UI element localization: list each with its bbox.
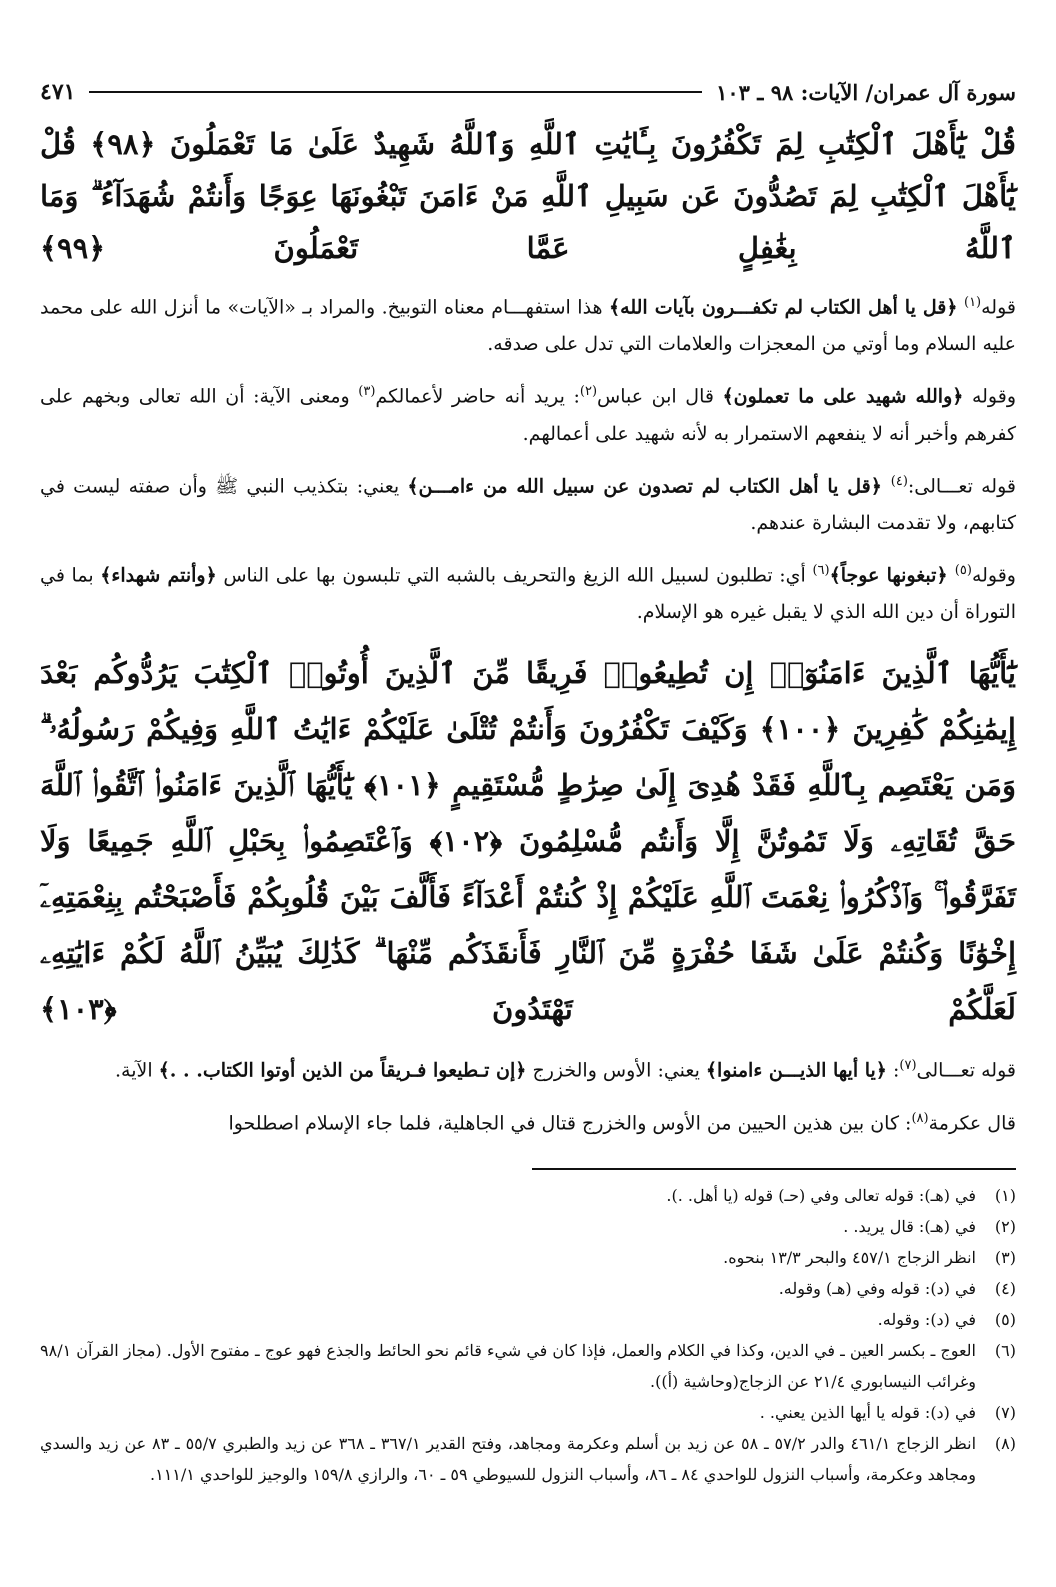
footnote-ref: (٣) xyxy=(358,384,376,400)
footnote-item xyxy=(40,1428,1016,1490)
footnote-number: (٢) xyxy=(994,1216,1016,1236)
footnote-ref: (٤) xyxy=(890,473,908,489)
footnote-number: (٨) xyxy=(994,1433,1016,1453)
footnotes-section xyxy=(40,1168,1016,1490)
footnote-ref: (١) xyxy=(963,295,982,310)
footnote-item xyxy=(40,1242,1016,1273)
footnote-text: في (هـ): قوله تعالى وفي (حـ) قوله (يا أهل. .). xyxy=(666,1185,976,1205)
commentary-paragraph: قوله$^{(١)}$ ﴿قل يا أهل الكتاب لم تكفـــرون بآيات الله﴾ هذا استفهـــام معناه التوبيخ. والمراد بـ «الآيات» ما أنزل الله على محمد عليه السلام وما أوتي من المعجزات والعلامات التي تدل على صدقه. xyxy=(40,295,1016,356)
footnote-item xyxy=(40,1304,1016,1335)
footnote-number: (٦) xyxy=(994,1340,1016,1360)
page-number: ٤٧١ xyxy=(40,79,76,105)
footnote-number: (٣) xyxy=(994,1247,1016,1267)
commentary-paragraph: وقوله ﴿والله شهيد على ما تعملون﴾ قال ابن عباس$^{(٢)}$: يريد أنه حاضر لأعمالكم$^{(٣)}$ ومعنى الآية: أن الله تعالى وبخهم على كفرهم وأخبر أنه لا ينفعهم الاستمرار به لأنه شهيد على أعمالهم. xyxy=(40,384,1016,445)
footnote-text: في (د): قوله وفي (هـ) وقوله. xyxy=(778,1278,976,1298)
footnote-text: انظر الزجاج ٤٥٧/١ والبحر ١٣/٣ بنحوه. xyxy=(723,1247,976,1267)
quoted-verse: ﴿إن تـطيعوا فـريقاً من الذين أوتوا الكتاب. . .﴾ xyxy=(158,1059,527,1082)
commentary-paragraph: قال عكرمة$^{(٨)}$: كان بين هذين الحيين من الأوس والخزرج قتال في الجاهلية، فلما جاء الإسلام اصطلحوا xyxy=(228,1110,1016,1134)
footnote-ref: (٧) xyxy=(899,1058,917,1074)
footnote-divider xyxy=(532,1168,1016,1170)
surah-title: سورة آل عمران/ الآيات: ٩٨ ـ ١٠٣ xyxy=(716,79,1016,105)
footnote-text: العوج ـ بكسر العين ـ في الدين، وكذا في الكلام والعمل، فإذا كان في شيء قائم نحو الحائط والجذع فهو عوج ـ مفتوح الأول. (مجاز القرآن ٩٨/١ وغرائب النيسابوري ٢١/٤ عن الزجاج(وحاشية (أ)). xyxy=(40,1340,977,1391)
footnote-item xyxy=(40,1211,1016,1242)
footnote-number: (٧) xyxy=(994,1402,1016,1422)
footnote-number: (١) xyxy=(994,1185,1016,1205)
footnote-list xyxy=(40,1180,1016,1490)
footnote-item xyxy=(40,1180,1016,1211)
commentary-paragraph: قوله تعـــالى$^{(٧)}$: ﴿يا أيها الذيـــن ءامنوا﴾ يعني: الأوس والخزرج ﴿إن تـطيعوا فـريقاً من الذين أوتوا الكتاب. . .﴾ الآية. xyxy=(114,1058,1016,1082)
footnote-text: في (د): وقوله. xyxy=(877,1309,976,1329)
footnote-ref: (٦) xyxy=(812,562,830,578)
footnote-item xyxy=(40,1397,1016,1428)
header-divider xyxy=(89,91,702,93)
page-header xyxy=(40,70,1016,114)
footnote-number: (٥) xyxy=(994,1309,1016,1329)
quoted-verse: ﴿وأنتم شهداء﴾ xyxy=(100,564,217,587)
footnote-text: في (د): قوله يا أيها الذين يعني. . xyxy=(759,1402,976,1422)
footnote-ref: (٨) xyxy=(911,1110,929,1126)
quoted-verse: ﴿والله شهيد على ما تعملون﴾ xyxy=(722,385,964,408)
footnote-text: انظر الزجاج ٤٦١/١ والدر ٥٧/٢ ـ ٥٨ عن زيد بن أسلم وعكرمة ومجاهد، وفتح القدير ٣٦٧/١ ـ ٣٦٨ عن زيد والطبري ٥٥/٧ ـ ٨٣ عن زيد والسدي ومجاهد وعكرمة، وأسباب النزول للواحدي ٨٤ ـ ٨٦، وأسباب النزول للسيوطي ٥٩ ـ ٦٠، والرازي ١٥٩/٨ والوجيز للواحدي ١١١/١. xyxy=(40,1433,977,1484)
footnote-number: (٤) xyxy=(994,1278,1016,1298)
commentary-paragraph: وقوله$^{(٥)}$ ﴿تبغونها عوجاً﴾$^{(٦)}$ أي: تطلبون لسبيل الله الزيغ والتحريف بالشبه التي تلبسون بها على الناس ﴿وأنتم شهداء﴾ بما في التوراة أن دين الله الذي لا يقبل غيره هو الإسلام. xyxy=(40,562,1016,624)
quoted-verse: ﴿قل يا أهل الكتاب لم تصدون عن سبيل الله من ءامـــن﴾ xyxy=(407,474,891,497)
footnote-ref: (٢) xyxy=(579,384,598,400)
footnote-text: في (هـ): قال يريد. . xyxy=(843,1216,976,1236)
footnote-ref: (٥) xyxy=(954,562,972,578)
footnote-item xyxy=(40,1335,1016,1397)
footnote-item xyxy=(40,1273,1016,1304)
quran-verses-98-99: قُلْ يَٰٓأَهْلَ ٱلْكِتَٰبِ لِمَ تَكْفُرُونَ بِـَٔايَٰتِ ٱللَّهِ وَٱللَّهُ شَهِيدٌ عَلَىٰ مَا تَعْمَلُونَ ﴿٩٨﴾ قُلْ يَٰٓأَهْلَ ٱلْكِتَٰبِ لِمَ تَصُدُّونَ عَن سَبِيلِ ٱللَّهِ مَنْ ءَامَنَ تَبْغُونَهَا عِوَجًا وَأَنتُمْ شُهَدَآءُ ۗ وَمَا ٱللَّهُ بِغَٰفِلٍ عَمَّا تَعْمَلُونَ ﴿٩٩﴾ xyxy=(40,127,1016,265)
quoted-verse: ﴿قل يا أهل الكتاب لم تكفـــرون بآيات الله﴾ xyxy=(609,296,958,319)
commentary-paragraph: قوله تعـــالى:$^{(٤)}$ ﴿قل يا أهل الكتاب لم تصدون عن سبيل الله من ءامـــن﴾ يعني: بتكذيب النبي ﷺ وأن صفته ليست في كتابهم، ولا تقدمت البشارة عندهم. xyxy=(40,473,1016,534)
quran-verses-100-103: يَٰٓأَيُّهَا ٱلَّذِينَ ءَامَنُوٓا۟ إِن تُطِيعُوا۟ فَرِيقًا مِّنَ ٱلَّذِينَ أُوتُوا۟ ٱلْكِتَٰبَ يَرُدُّوكُم بَعْدَ إِيمَٰنِكُمْ كَٰفِرِينَ ﴿١٠٠﴾ وَكَيْفَ تَكْفُرُونَ وَأَنتُمْ تُتْلَىٰ عَلَيْكُمْ ءَايَٰتُ ٱللَّهِ وَفِيكُمْ رَسُولُهُۥ ۗ وَمَن يَعْتَصِم بِٱللَّهِ فَقَدْ هُدِىَ إِلَىٰ صِرَٰطٍ مُّسْتَقِيمٍ ﴿١٠١﴾ يَٰٓأَيُّهَا ٱلَّذِينَ ءَامَنُوا۟ ٱتَّقُوا۟ ٱللَّهَ حَقَّ تُقَاتِهِۦ وَلَا تَمُوتُنَّ إِلَّا وَأَنتُم مُّسْلِمُونَ ﴿١٠٢﴾ وَٱعْتَصِمُوا۟ بِحَبْلِ ٱللَّهِ جَمِيعًا وَلَا تَفَرَّقُوا۟ ۚ وَٱذْكُرُوا۟ نِعْمَتَ ٱللَّهِ عَلَيْكُمْ إِذْ كُنتُمْ أَعْدَآءً فَأَلَّفَ بَيْنَ قُلُوبِكُمْ فَأَصْبَحْتُم بِنِعْمَتِهِۦٓ إِخْوَٰنًا وَكُنتُمْ عَلَىٰ شَفَا حُفْرَةٍ مِّنَ ٱلنَّارِ فَأَنقَذَكُم مِّنْهَا ۗ كَذَٰلِكَ يُبَيِّنُ ٱللَّهُ لَكُمْ ءَايَٰتِهِۦ لَعَلَّكُمْ تَهْتَدُونَ ﴿١٠٣﴾ xyxy=(40,656,1016,1027)
quoted-verse: ﴿تبغونها عوجاً﴾ xyxy=(829,564,955,587)
book-page xyxy=(40,70,1016,1490)
quoted-verse: ﴿يا أيها الذيـــن ءامنوا﴾ xyxy=(705,1059,887,1082)
